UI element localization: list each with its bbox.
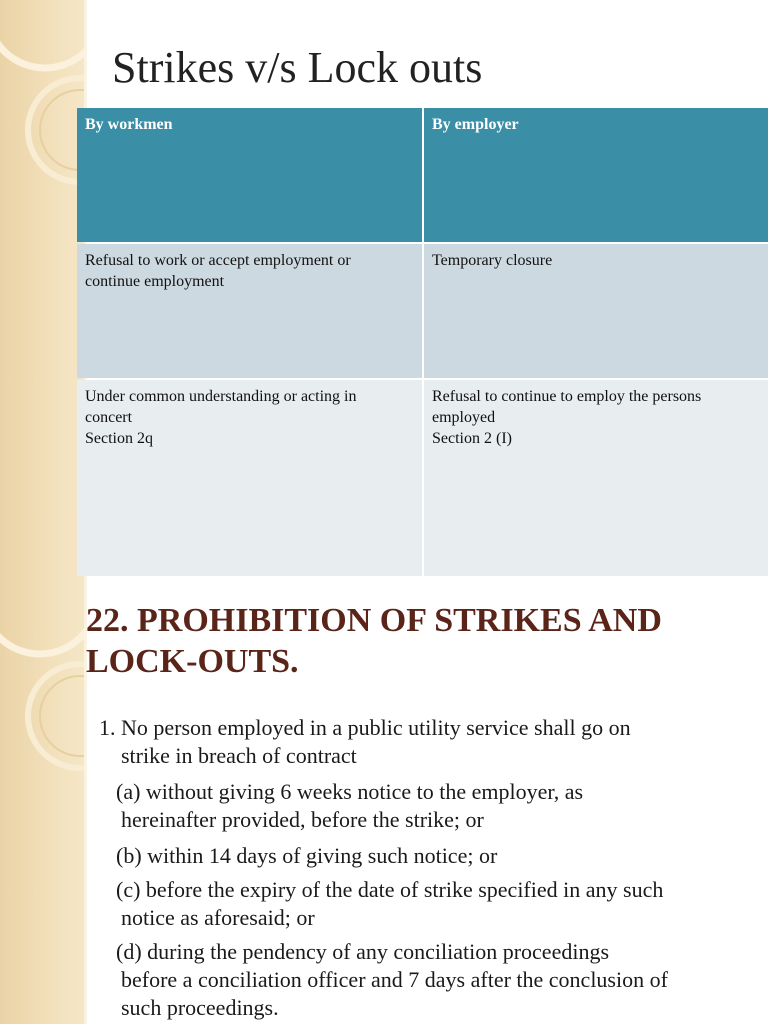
list-item-subpoint-c: (c) before the expiry of the date of strike specified in any such notice as aforesaid; or bbox=[116, 877, 664, 930]
decorative-sidebar bbox=[0, 576, 87, 1024]
table-row bbox=[77, 244, 768, 378]
comparison-table bbox=[77, 108, 768, 576]
table-header-employer: By employer bbox=[422, 108, 768, 242]
list-item-subpoint-b: (b) within 14 days of giving such notice; or bbox=[116, 843, 498, 868]
decorative-circles bbox=[0, 0, 84, 576]
table-cell: Refusal to continue to employ the persons employed Section 2 (I) bbox=[422, 380, 768, 576]
table-header-workmen: By workmen bbox=[85, 116, 173, 133]
slide-title: Strikes v/s Lock outs bbox=[112, 43, 483, 92]
decorative-circles bbox=[0, 576, 84, 1024]
section-heading: 22. PROHIBITION OF STRIKES AND LOCK-OUTS. bbox=[86, 602, 662, 680]
table-cell: Temporary closure bbox=[422, 244, 768, 378]
table-cell: Under common understanding or acting in concert Section 2q bbox=[85, 388, 357, 447]
list-item-subpoint-d: (d) during the pendency of any conciliation proceedings before a conciliation officer and 7 days after the conclusion of such proceedings. bbox=[116, 939, 668, 1020]
list-item-subpoint-a: (a) without giving 6 weeks notice to the employer, as hereinafter provided, before the strike; or bbox=[116, 779, 584, 832]
table-header-row bbox=[77, 108, 768, 242]
list-item-point-1: 1. No person employed in a public utility service shall go on strike in breach of contract bbox=[99, 715, 631, 768]
decorative-sidebar bbox=[0, 0, 87, 576]
table-row bbox=[77, 380, 768, 576]
table-cell: Refusal to work or accept employment or continue employment bbox=[85, 252, 351, 290]
slide-prohibition-of-strikes bbox=[0, 576, 768, 1024]
